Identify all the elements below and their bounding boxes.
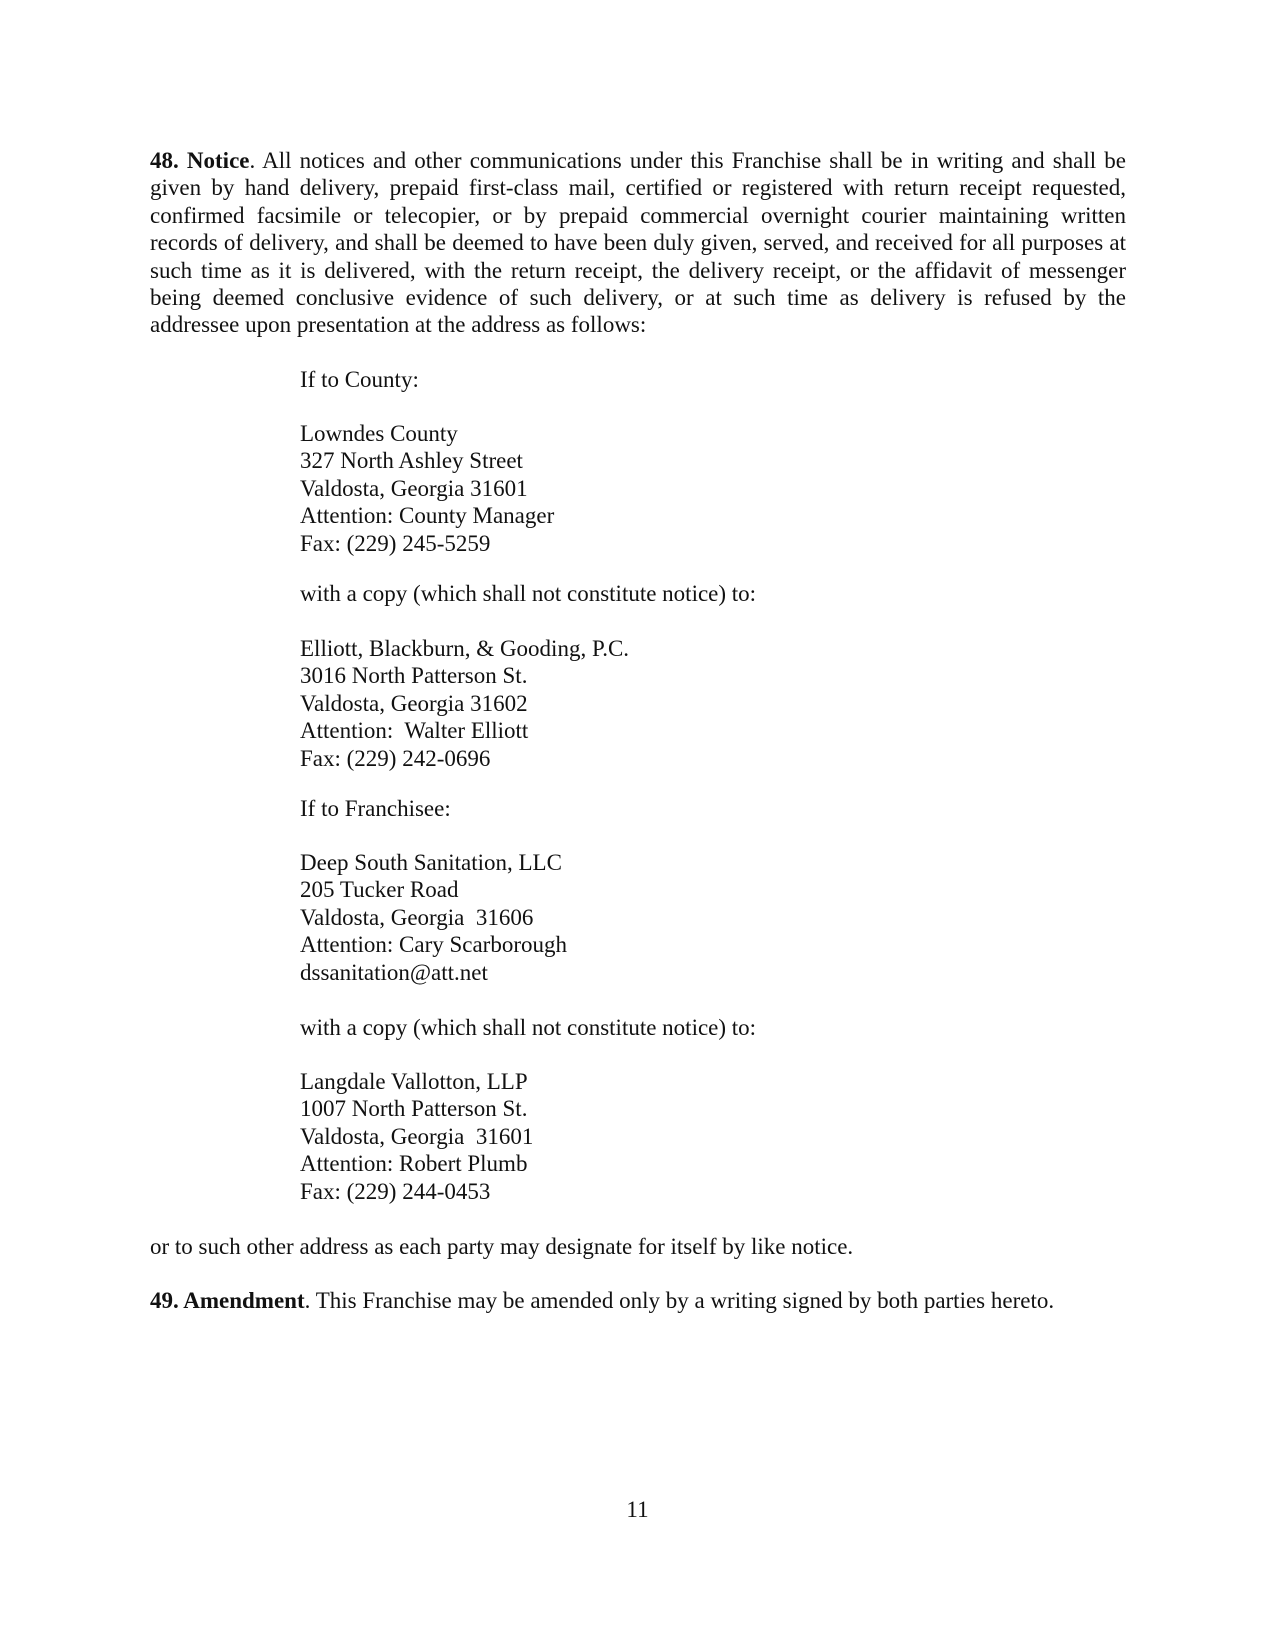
section-49-body: . This Franchise may be amended only by a writing signed by both parties hereto. xyxy=(304,1288,1055,1313)
address-city: Valdosta, Georgia 31601 xyxy=(300,1123,534,1149)
page-number: 11 xyxy=(626,1497,649,1522)
address-attention: Attention: Robert Plumb xyxy=(300,1151,528,1177)
county-address xyxy=(300,420,1000,557)
section-48-number: 48. xyxy=(150,148,179,173)
address-email: dssanitation@att.net xyxy=(300,959,488,985)
closing-text: or to such other address as each party may designate for itself by like notice. xyxy=(150,1234,854,1259)
section-49-amendment xyxy=(150,1287,1126,1314)
address-city: Valdosta, Georgia 31606 xyxy=(300,904,534,930)
section-49-title: Amendment xyxy=(183,1288,305,1313)
franchisee-copy-address xyxy=(300,1068,1000,1205)
address-name: Elliott, Blackburn, & Gooding, P.C. xyxy=(300,636,630,661)
address-name: Langdale Vallotton, LLP xyxy=(300,1069,528,1094)
section-49-heading xyxy=(150,1288,305,1313)
county-copy-address xyxy=(300,635,1000,772)
section-48-notice xyxy=(150,147,1126,339)
address-street: 3016 North Patterson St. xyxy=(300,663,528,689)
address-street: 205 Tucker Road xyxy=(300,877,459,903)
address-street: 327 North Ashley Street xyxy=(300,448,523,474)
address-fax: Fax: (229) 244-0453 xyxy=(300,1178,491,1204)
franchisee-address xyxy=(300,849,1000,986)
address-attention: Attention: Cary Scarborough xyxy=(300,932,568,958)
franchisee-copy-intro: with a copy (which shall not constitute notice) to: xyxy=(300,1015,757,1040)
address-attention: Attention: Walter Elliott xyxy=(300,718,529,744)
address-fax: Fax: (229) 242-0696 xyxy=(300,745,491,771)
address-fax: Fax: (229) 245-5259 xyxy=(300,530,491,556)
section-49-number: 49. xyxy=(150,1288,179,1313)
section-48-heading xyxy=(150,148,249,173)
address-street: 1007 North Patterson St. xyxy=(300,1096,528,1122)
section-48-body: . All notices and other communications under this Franchise shall be in writing and shall be given by hand delivery, prepaid first-class mail, certified or registered with return receipt requested, confirmed facsimile or telecopier, or by prepaid commercial overnight courier maintaining written records of delivery, and shall be deemed to have been duly given, served, and received for all purposes at such time as it is delivered, with the return receipt, the delivery receipt, or the affidavit of messenger being deemed conclusive evidence of such delivery, or at such time as delivery is refused by the addressee upon presentation at the address as follows: xyxy=(150,148,1126,338)
section-48-title: Notice xyxy=(186,148,250,173)
address-name: Lowndes County xyxy=(300,421,458,446)
franchisee-intro: If to Franchisee: xyxy=(300,796,451,821)
county-intro: If to County: xyxy=(300,367,419,392)
address-city: Valdosta, Georgia 31602 xyxy=(300,690,528,716)
address-attention: Attention: County Manager xyxy=(300,503,555,529)
address-name: Deep South Sanitation, LLC xyxy=(300,850,562,875)
address-city: Valdosta, Georgia 31601 xyxy=(300,475,528,501)
county-copy-intro: with a copy (which shall not constitute notice) to: xyxy=(300,581,757,606)
